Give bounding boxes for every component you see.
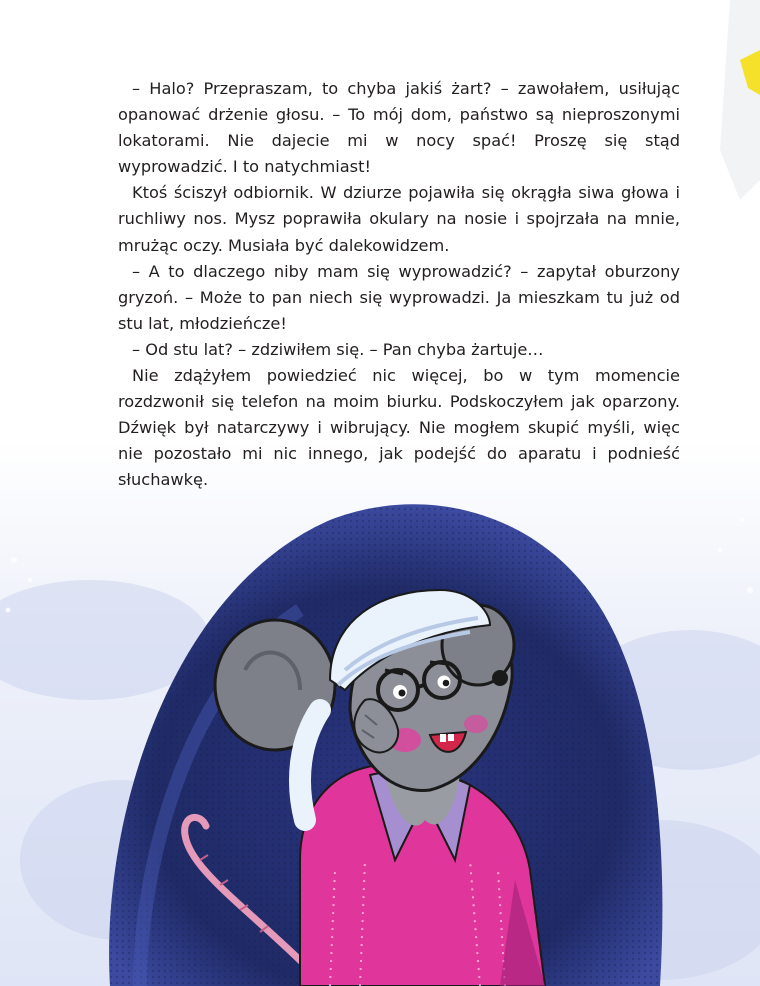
paragraph-2: Ktoś ściszył odbiornik. W dziurze pojawiła się okrągła siwa głowa i ruchliwy nos. Mysz poprawiła okulary na nosie i spojrzała na mnie, mrużąc oczy. Musiała być dalekowidzem.	[118, 183, 680, 255]
mouse-illustration	[0, 440, 760, 986]
paragraph-4: – Od stu lat? – zdziwiłem się. – Pan chyba żartuje…	[132, 339, 544, 359]
paragraph-5: Nie zdążyłem powiedzieć nic więcej, bo w tym momencie rozdzwonił się telefon na moim biurku. Podskoczyłem jak oparzony. Dźwięk był natarczywy i wibrujący. Nie mogłem skupić myśli, więc nie pozostało mi nic innego, jak podejść do aparatu i podnieść słuchawkę.	[118, 366, 680, 490]
yellow-corner-decoration	[700, 0, 760, 220]
story-text	[118, 76, 680, 494]
paragraph-1: – Halo? Przepraszam, to chyba jakiś żart? – zawołałem, usiłując opanować drżenie głosu. – To mój dom, państwo są nieproszonymi lokatorami. Nie dajecie mi w nocy spać! Proszę się stąd wyprowadzić. I to natychmiast!	[118, 79, 680, 177]
paragraph-3: – A to dlaczego niby mam się wyprowadzić? – zapytał oburzony gryzoń. – Może to pan niech się wyprowadzi. Ja mieszkam tu już od stu lat, młodzieńcze!	[118, 261, 680, 333]
